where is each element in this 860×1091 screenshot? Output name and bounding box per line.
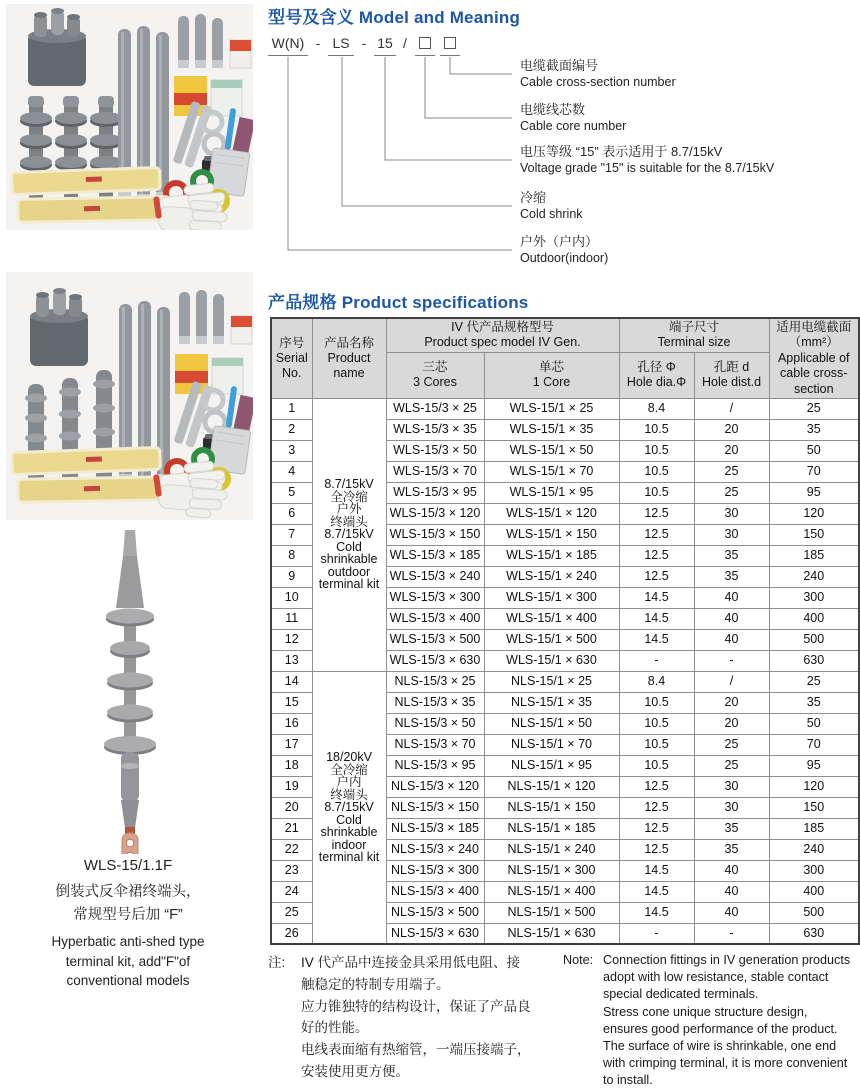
- hole-dia-cell: -: [619, 650, 694, 671]
- one-core-model-cell: NLS-15/1 × 70: [484, 734, 619, 755]
- label-cable-core-number: [520, 102, 855, 134]
- hole-dia-cell: 12.5: [619, 503, 694, 524]
- one-core-model-cell: NLS-15/1 × 95: [484, 755, 619, 776]
- label-en: Voltage grade "15" is suitable for the 8.7/15kV: [520, 161, 775, 175]
- one-core-model-cell: NLS-15/1 × 500: [484, 902, 619, 923]
- cross-section-cell: 240: [769, 839, 859, 860]
- serial-cell: 24: [271, 881, 312, 902]
- serial-cell: 17: [271, 734, 312, 755]
- short-tubes-illustration: [179, 290, 224, 344]
- three-core-model-cell: WLS-15/3 × 150: [386, 524, 484, 545]
- note-en: [563, 952, 860, 1090]
- label-cold-shrink: [520, 190, 855, 222]
- three-core-model-cell: WLS-15/3 × 50: [386, 440, 484, 461]
- cross-section-cell: 35: [769, 692, 859, 713]
- three-core-model-cell: WLS-15/3 × 95: [386, 482, 484, 503]
- note-zh-label: 注:: [268, 955, 286, 970]
- product-name-cell: 18/20kV 全冷缩 户内 终端头 8.7/15kV Cold shrinkable indoor terminal kit: [312, 671, 386, 944]
- hole-dia-cell: 12.5: [619, 524, 694, 545]
- three-core-model-cell: WLS-15/3 × 300: [386, 587, 484, 608]
- hole-dia-cell: 12.5: [619, 566, 694, 587]
- spec-table-body: [271, 398, 859, 944]
- hole-dia-cell: 10.5: [619, 461, 694, 482]
- short-tubes-illustration: [178, 14, 223, 68]
- anti-shed-terminal-photo: [55, 528, 205, 854]
- cross-section-cell: 70: [769, 734, 859, 755]
- three-core-model-cell: WLS-15/3 × 25: [386, 398, 484, 419]
- cross-section-cell: 35: [769, 419, 859, 440]
- hole-dia-cell: 10.5: [619, 734, 694, 755]
- hole-dist-cell: 40: [694, 860, 769, 881]
- three-core-model-cell: WLS-15/3 × 70: [386, 461, 484, 482]
- one-core-model-cell: WLS-15/1 × 95: [484, 482, 619, 503]
- one-core-model-cell: WLS-15/1 × 630: [484, 650, 619, 671]
- hole-dist-cell: 30: [694, 524, 769, 545]
- one-core-model-cell: NLS-15/1 × 25: [484, 671, 619, 692]
- hole-dia-cell: 14.5: [619, 881, 694, 902]
- note-zh: [268, 952, 566, 1083]
- label-en: Outdoor(indoor): [520, 251, 609, 265]
- serial-cell: 2: [271, 419, 312, 440]
- model-slash: /: [403, 35, 407, 51]
- hole-dia-cell: 12.5: [619, 839, 694, 860]
- three-core-model-cell: NLS-15/3 × 185: [386, 818, 484, 839]
- one-core-model-cell: WLS-15/1 × 50: [484, 440, 619, 461]
- label-zh: 冷缩: [520, 190, 547, 205]
- three-core-model-cell: WLS-15/3 × 500: [386, 629, 484, 650]
- one-core-model-cell: NLS-15/1 × 400: [484, 881, 619, 902]
- hole-dia-cell: 10.5: [619, 713, 694, 734]
- three-core-model-cell: WLS-15/3 × 185: [386, 545, 484, 566]
- hole-dist-cell: 25: [694, 482, 769, 503]
- serial-cell: 21: [271, 818, 312, 839]
- header-serial: 序号 Serial No.: [271, 318, 312, 398]
- hole-dia-cell: 12.5: [619, 818, 694, 839]
- left-caption: [8, 857, 248, 991]
- serial-cell: 11: [271, 608, 312, 629]
- table-row: [271, 671, 859, 692]
- hole-dia-cell: 14.5: [619, 608, 694, 629]
- breakout-boot-illustration: [28, 8, 86, 86]
- one-core-model-cell: WLS-15/1 × 400: [484, 608, 619, 629]
- hole-dist-cell: 25: [694, 755, 769, 776]
- hole-dist-cell: 40: [694, 608, 769, 629]
- hole-dia-cell: 14.5: [619, 629, 694, 650]
- one-core-model-cell: NLS-15/1 × 150: [484, 797, 619, 818]
- three-core-model-cell: NLS-15/3 × 25: [386, 671, 484, 692]
- header-hole-dist: 孔距 d Hole dist.d: [694, 352, 769, 398]
- one-core-model-cell: WLS-15/1 × 185: [484, 545, 619, 566]
- hole-dia-cell: 14.5: [619, 587, 694, 608]
- serial-cell: 3: [271, 440, 312, 461]
- one-core-model-cell: NLS-15/1 × 240: [484, 839, 619, 860]
- one-core-model-cell: NLS-15/1 × 120: [484, 776, 619, 797]
- cross-section-cell: 630: [769, 650, 859, 671]
- model-dash: -: [361, 35, 367, 51]
- cross-section-cell: 150: [769, 797, 859, 818]
- product-specs-title: 产品规格 Product specifications: [268, 293, 529, 312]
- one-core-model-cell: NLS-15/1 × 50: [484, 713, 619, 734]
- serial-cell: 22: [271, 839, 312, 860]
- one-core-model-cell: NLS-15/1 × 35: [484, 692, 619, 713]
- hole-dia-cell: 12.5: [619, 545, 694, 566]
- hole-dist-cell: 30: [694, 797, 769, 818]
- cross-section-cell: 400: [769, 881, 859, 902]
- hole-dist-cell: 35: [694, 839, 769, 860]
- three-core-model-cell: NLS-15/3 × 35: [386, 692, 484, 713]
- three-core-model-cell: WLS-15/3 × 400: [386, 608, 484, 629]
- cross-section-cell: 630: [769, 923, 859, 944]
- serial-cell: 23: [271, 860, 312, 881]
- cross-section-cell: 95: [769, 482, 859, 503]
- spec-table: [270, 317, 860, 945]
- hole-dia-cell: -: [619, 923, 694, 944]
- hole-dia-cell: 12.5: [619, 797, 694, 818]
- label-voltage-grade: [520, 144, 855, 176]
- cross-section-cell: 70: [769, 461, 859, 482]
- serial-cell: 18: [271, 755, 312, 776]
- header-terminal-size-group: 端子尺寸 Terminal size: [619, 318, 769, 352]
- cross-section-cell: 500: [769, 902, 859, 923]
- cross-section-cell: 185: [769, 818, 859, 839]
- hole-dist-cell: 25: [694, 734, 769, 755]
- caption-en: Hyperbatic anti-shed type terminal kit, add"F"of conventional models: [51, 934, 205, 988]
- three-core-model-cell: NLS-15/3 × 400: [386, 881, 484, 902]
- cross-section-cell: 300: [769, 860, 859, 881]
- one-core-model-cell: WLS-15/1 × 70: [484, 461, 619, 482]
- cross-section-cell: 120: [769, 776, 859, 797]
- note-zh-body: IV 代产品中连接金具采用低电阻、接 触稳定的特制专用端子。 应力锥独特的结构设计，保证了产品良 好的性能。 电线表面缩有热缩管，一端压接端子， 安装使用更方便。: [301, 955, 531, 1079]
- hole-dist-cell: 40: [694, 587, 769, 608]
- hole-dist-cell: 30: [694, 503, 769, 524]
- hole-dia-cell: 10.5: [619, 482, 694, 503]
- label-en: Cable cross-section number: [520, 75, 676, 89]
- outdoor-kit-photo: [6, 4, 253, 230]
- one-core-model-cell: WLS-15/1 × 300: [484, 587, 619, 608]
- header-three-cores: 三芯 3 Cores: [386, 352, 484, 398]
- serial-cell: 14: [271, 671, 312, 692]
- hole-dist-cell: -: [694, 923, 769, 944]
- serial-cell: 1: [271, 398, 312, 419]
- hole-dist-cell: 40: [694, 881, 769, 902]
- spec-table-header: [271, 318, 859, 398]
- hole-dia-cell: 8.4: [619, 398, 694, 419]
- hole-dia-cell: 10.5: [619, 419, 694, 440]
- serial-cell: 19: [271, 776, 312, 797]
- cross-section-cell: 300: [769, 587, 859, 608]
- hole-dist-cell: 40: [694, 902, 769, 923]
- cross-section-cell: 185: [769, 545, 859, 566]
- label-zh: 电缆截面编号: [520, 58, 599, 73]
- hole-dist-cell: 35: [694, 818, 769, 839]
- one-core-model-cell: WLS-15/1 × 35: [484, 419, 619, 440]
- model-dash: -: [315, 35, 321, 51]
- breakout-boot-illustration: [30, 288, 88, 366]
- product-name-cell: 8.7/15kV 全冷缩 户外 终端头 8.7/15kV Cold shrinkable outdoor terminal kit: [312, 398, 386, 671]
- serial-cell: 6: [271, 503, 312, 524]
- hole-dist-cell: /: [694, 671, 769, 692]
- note-en-body: Connection fittings in IV generation products adopt with low resistance, stable contact special dedicated terminals. Stress cone unique structure design, ensures good performance of the product. The surface of wire is shrinkable, one end with crimping terminal, it is more convenient to install.: [603, 953, 851, 1088]
- one-core-model-cell: WLS-15/1 × 150: [484, 524, 619, 545]
- cross-section-cell: 25: [769, 671, 859, 692]
- header-one-core: 单芯 1 Core: [484, 352, 619, 398]
- header-product-name: 产品名称 Product name: [312, 318, 386, 398]
- serial-cell: 26: [271, 923, 312, 944]
- three-core-model-cell: NLS-15/3 × 240: [386, 839, 484, 860]
- hole-dist-cell: 35: [694, 545, 769, 566]
- spec-table-wrap: [270, 317, 860, 945]
- three-core-model-cell: WLS-15/3 × 240: [386, 566, 484, 587]
- caption-model-number: WLS-15/1.1F: [83, 857, 173, 874]
- hole-dist-cell: 40: [694, 629, 769, 650]
- hole-dist-cell: 30: [694, 776, 769, 797]
- one-core-model-cell: NLS-15/1 × 300: [484, 860, 619, 881]
- hole-dia-cell: 14.5: [619, 860, 694, 881]
- header-hole-dia: 孔径 Φ Hole dia.Φ: [619, 352, 694, 398]
- one-core-model-cell: NLS-15/1 × 185: [484, 818, 619, 839]
- cross-section-cell: 500: [769, 629, 859, 650]
- cross-section-cell: 50: [769, 440, 859, 461]
- model-part-cold-shrink: LS: [328, 35, 354, 56]
- model-meaning-title: 型号及含义 Model and Meaning: [268, 8, 521, 27]
- serial-cell: 16: [271, 713, 312, 734]
- caption-zh: 倒装式反伞裙终端头， 常规型号后加 “F”: [55, 884, 201, 923]
- three-core-model-cell: NLS-15/3 × 500: [386, 902, 484, 923]
- three-core-model-cell: NLS-15/3 × 300: [386, 860, 484, 881]
- serial-cell: 20: [271, 797, 312, 818]
- hole-dist-cell: 20: [694, 713, 769, 734]
- indoor-kit-photo: [6, 272, 253, 520]
- one-core-model-cell: WLS-15/1 × 500: [484, 629, 619, 650]
- label-en: Cable core number: [520, 119, 627, 133]
- model-part-outdoor: W(N): [268, 35, 308, 56]
- three-core-model-cell: NLS-15/3 × 70: [386, 734, 484, 755]
- one-core-model-cell: NLS-15/1 × 630: [484, 923, 619, 944]
- label-zh: 电压等级 “15” 表示适用于 8.7/15kV: [520, 144, 723, 159]
- three-core-model-cell: NLS-15/3 × 150: [386, 797, 484, 818]
- three-core-model-cell: WLS-15/3 × 630: [386, 650, 484, 671]
- note-en-label: Note:: [563, 953, 594, 967]
- hole-dist-cell: 35: [694, 566, 769, 587]
- hole-dist-cell: 25: [694, 461, 769, 482]
- header-model-group: IV 代产品规格型号 Product spec model IV Gen.: [386, 318, 619, 352]
- hole-dia-cell: 12.5: [619, 776, 694, 797]
- cross-section-cell: 240: [769, 566, 859, 587]
- label-zh: 户外（户内）: [520, 234, 599, 249]
- cross-section-cell: 50: [769, 713, 859, 734]
- three-core-model-cell: NLS-15/3 × 120: [386, 776, 484, 797]
- model-part-voltage: 15: [374, 35, 396, 56]
- label-zh: 电缆线芯数: [520, 102, 586, 117]
- three-core-model-cell: NLS-15/3 × 95: [386, 755, 484, 776]
- hole-dist-cell: -: [694, 650, 769, 671]
- one-core-model-cell: WLS-15/1 × 120: [484, 503, 619, 524]
- three-core-model-cell: NLS-15/3 × 630: [386, 923, 484, 944]
- serial-cell: 9: [271, 566, 312, 587]
- three-core-model-cell: WLS-15/3 × 120: [386, 503, 484, 524]
- cross-section-cell: 25: [769, 398, 859, 419]
- serial-cell: 25: [271, 902, 312, 923]
- hole-dia-cell: 10.5: [619, 755, 694, 776]
- hole-dia-cell: 10.5: [619, 440, 694, 461]
- serial-cell: 13: [271, 650, 312, 671]
- label-outdoor-indoor: [520, 234, 855, 266]
- serial-cell: 8: [271, 545, 312, 566]
- serial-cell: 7: [271, 524, 312, 545]
- cross-section-cell: 400: [769, 608, 859, 629]
- hole-dist-cell: 20: [694, 419, 769, 440]
- hole-dia-cell: 8.4: [619, 671, 694, 692]
- hole-dist-cell: 20: [694, 692, 769, 713]
- cross-section-cell: 120: [769, 503, 859, 524]
- serial-cell: 4: [271, 461, 312, 482]
- one-core-model-cell: WLS-15/1 × 240: [484, 566, 619, 587]
- header-cross-section: 适用电缆截面 （mm²） Applicable of cable cross- section: [769, 318, 859, 398]
- label-en: Cold shrink: [520, 207, 583, 221]
- table-row: [271, 398, 859, 419]
- foil-pouch-illustration: [208, 426, 251, 475]
- serial-cell: 15: [271, 692, 312, 713]
- cross-section-cell: 150: [769, 524, 859, 545]
- one-core-model-cell: WLS-15/1 × 25: [484, 398, 619, 419]
- serial-cell: 12: [271, 629, 312, 650]
- cross-section-cell: 95: [769, 755, 859, 776]
- hole-dia-cell: 10.5: [619, 692, 694, 713]
- hole-dist-cell: /: [694, 398, 769, 419]
- three-core-model-cell: NLS-15/3 × 50: [386, 713, 484, 734]
- hole-dist-cell: 20: [694, 440, 769, 461]
- hole-dia-cell: 14.5: [619, 902, 694, 923]
- label-cable-cross-section-number: [520, 58, 855, 90]
- serial-cell: 10: [271, 587, 312, 608]
- serial-cell: 5: [271, 482, 312, 503]
- three-core-model-cell: WLS-15/3 × 35: [386, 419, 484, 440]
